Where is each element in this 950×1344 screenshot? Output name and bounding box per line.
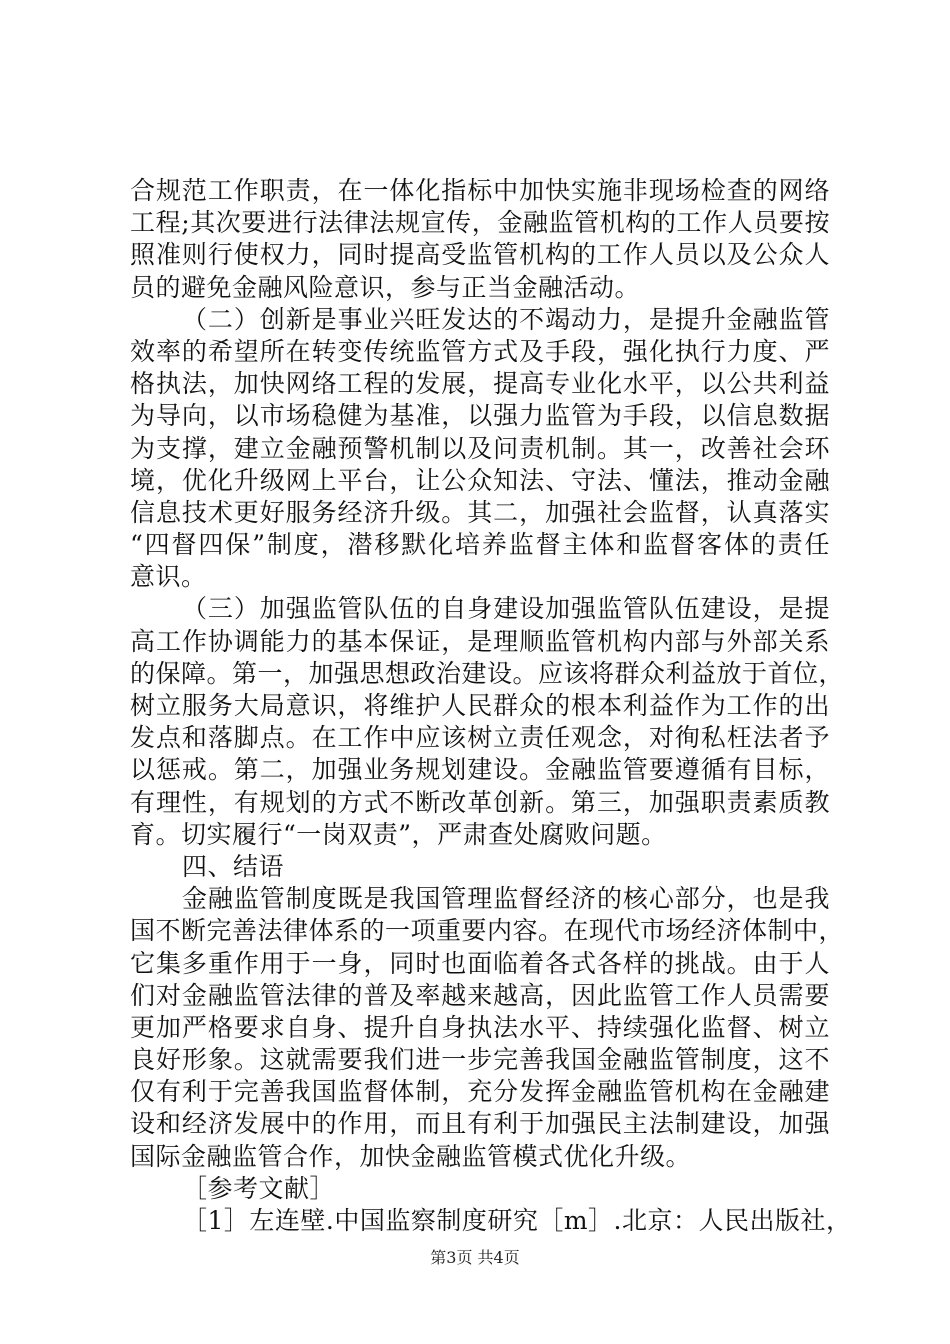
text-line: 们对金融监管法律的普及率越来越高，因此监管工作人员需要: [130, 980, 830, 1010]
text-line: 设和经济发展中的作用，而且有利于加强民主法制建设，加强: [130, 1109, 830, 1139]
references-heading: ［参考文献］: [182, 1173, 336, 1203]
text-line: 的保障。第一，加强思想政治建设。应该将群众利益放于首位，: [130, 658, 845, 688]
text-line: 更加严格要求自身、提升自身执法水平、持续强化监督、树立: [130, 1012, 830, 1042]
text-line: 以惩戒。第二，加强业务规划建设。金融监管要遵循有目标，: [130, 755, 830, 785]
text-line: 意识。: [130, 562, 207, 592]
text-line: 仅有利于完善我国监督体制，充分发挥金融监管机构在金融建: [130, 1077, 830, 1107]
text-line: 树立服务大局意识，将维护人民群众的根本利益作为工作的出: [130, 691, 830, 720]
section-heading-conclusion: 四、结语: [182, 851, 285, 881]
text-line: 良好形象。这就需要我们进一步完善我国金融监管制度，这不: [130, 1045, 830, 1075]
text-line: 育。切实履行“一岗双责”，严肃查处腐败问题。: [130, 819, 667, 849]
text-line: 有理性，有规划的方式不断改革创新。第三，加强职责素质教: [130, 787, 830, 817]
paragraph-heading-2: （二）创新是事业兴旺发达的不竭动力，是提升金融监管: [182, 304, 830, 334]
text-line: 信息技术更好服务经济升级。其二，加强社会监督，认真落实: [130, 497, 830, 527]
text-line: 发点和落脚点。在工作中应该树立责任观念，对徇私枉法者予: [130, 723, 830, 753]
page-footer: 第3页 共4页: [430, 1248, 520, 1267]
text-line: 照准则行使权力，同时提高受监管机构的工作人员以及公众人: [130, 240, 830, 270]
text-line: 高工作协调能力的基本保证，是理顺监管机构内部与外部关系: [130, 626, 830, 656]
text-line: 金融监管制度既是我国管理监督经济的核心部分，也是我: [182, 884, 830, 914]
text-line: 格执法，加快网络工程的发展，提高专业化水平，以公共利益: [130, 369, 830, 399]
paragraph-heading-3: （三）加强监管队伍的自身建设加强监管队伍建设，是提: [182, 594, 830, 624]
text-line: 境，优化升级网上平台，让公众知法、守法、懂法，推动金融: [130, 465, 830, 495]
text-line: 为导向，以市场稳健为基准，以强力监管为手段，以信息数据: [130, 401, 830, 431]
text-line: 国际金融监管合作，加快金融监管模式优化升级。: [130, 1141, 692, 1171]
text-line: 合规范工作职责，在一体化指标中加快实施非现场检查的网络: [130, 176, 830, 205]
document-body: [130, 175, 852, 1237]
text-line: 员的避免金融风险意识，参与正当金融活动。: [130, 272, 641, 302]
text-line: “四督四保”制度，潜移默化培养监督主体和监督客体的责任: [130, 530, 830, 560]
reference-item: ［1］左连壁.中国监察制度研究［m］.北京：人民出版社，: [182, 1206, 852, 1235]
text-line: 效率的希望所在转变传统监管方式及手段，强化执行力度、严: [130, 336, 830, 366]
text-line: 国不断完善法律体系的一项重要内容。在现代市场经济体制中，: [130, 916, 845, 946]
text-line: 为支撑，建立金融预警机制以及问责机制。其一，改善社会环: [130, 433, 830, 463]
text-line: 它集多重作用于一身，同时也面临着各式各样的挑战。由于人: [130, 948, 830, 978]
text-line: 工程;其次要进行法律法规宣传，金融监管机构的工作人员要按: [130, 208, 830, 238]
